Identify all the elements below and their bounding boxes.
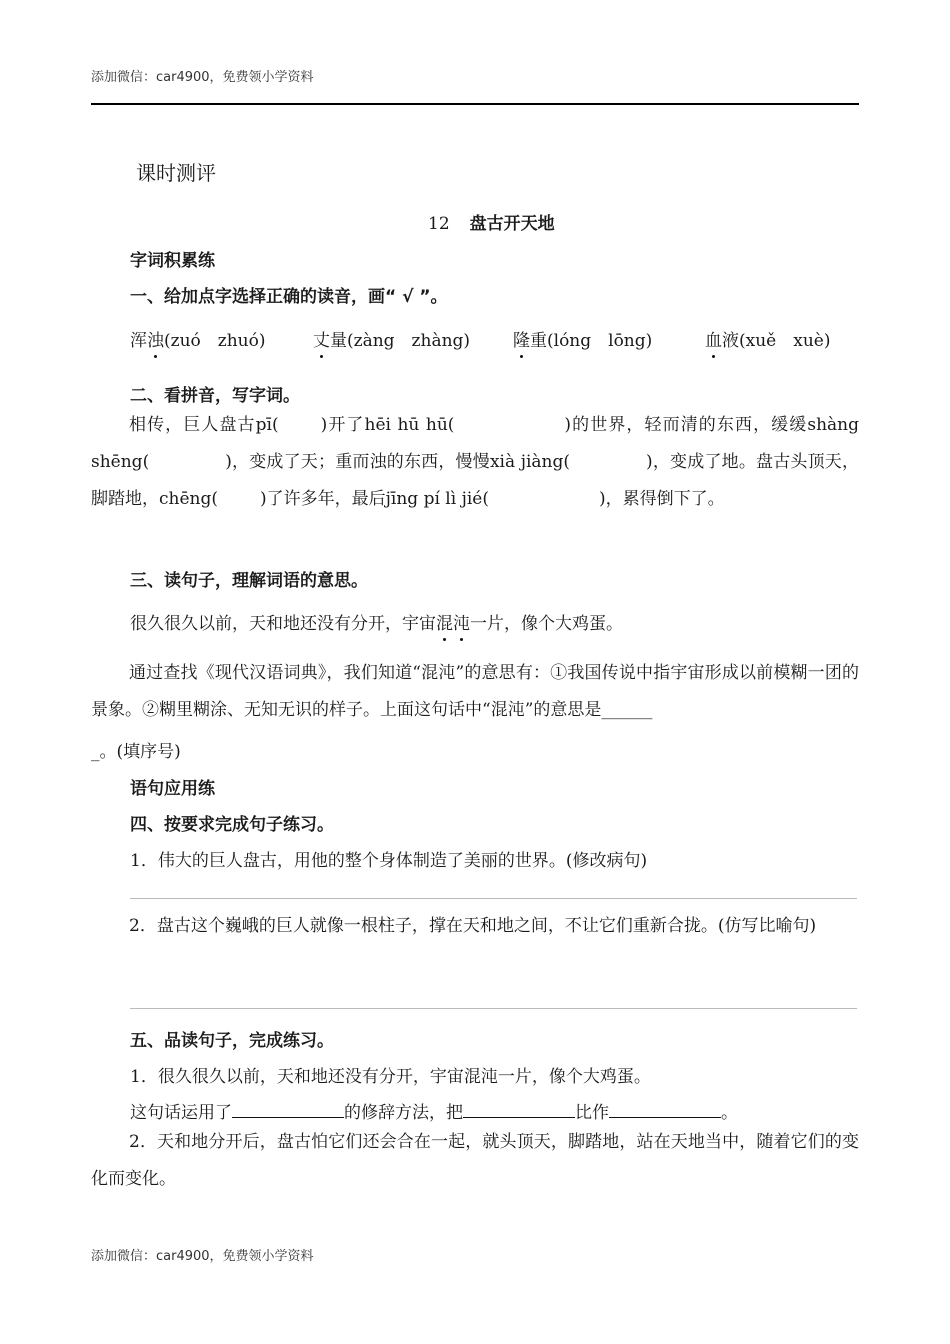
q5-heading: 五、品读句子，完成练习。 (130, 1031, 334, 1051)
lesson-title (428, 209, 555, 234)
q3-text: 一片，像个大鸡蛋。 (470, 614, 623, 634)
q4-item-1: 1．伟大的巨人盘古，用他的整个身体制造了美丽的世界。(修改病句) (130, 851, 648, 871)
q4-heading: 四、按要求完成句子练习。 (130, 815, 334, 835)
q2-heading: 二、看拼音，写字词。 (130, 386, 300, 406)
header-divider (91, 103, 859, 105)
pinyin: hēi hū hū( (364, 415, 455, 435)
answer-blank[interactable] (232, 1100, 344, 1118)
lesson-name: 盘古开天地 (469, 214, 555, 234)
q2-text: )了许多年，最后 (260, 489, 386, 509)
part1-heading: 字词积累练 (130, 251, 215, 271)
dotted-char: 血 (705, 326, 722, 351)
answer-blank[interactable] (609, 1100, 721, 1118)
q5-fill-line (130, 1098, 738, 1123)
page-title: 课时测评 (136, 161, 216, 185)
pinyin-options[interactable]: (zàng zhàng) (347, 331, 471, 351)
pinyin: pī( (255, 415, 279, 435)
q1-item (313, 326, 470, 351)
q4-item-2-text: 2．盘古这个巍峨的巨人就像一根柱子，撑在天和地之间，不让它们重新合拢。(仿写比喻句) (129, 916, 817, 936)
answer-blank[interactable] (463, 1100, 575, 1118)
q5-item-2-text: 2．天和地分开后，盘古怕它们还会合在一起，就头顶天，脚踏地，站在天地当中，随着它们的变化而变化。 (91, 1132, 859, 1189)
lesson-number: 12 (428, 214, 450, 234)
q1-heading: 一、给加点字选择正确的读音，画“ √ ”。 (130, 287, 448, 307)
q2-text: )，变成了天；重而浊的东西，慢慢 (225, 452, 490, 472)
pinyin: chēng( (159, 489, 218, 509)
q5-item-2 (91, 1124, 859, 1198)
part2-heading: 语句应用练 (130, 779, 215, 799)
dotted-char: 隆 (513, 326, 530, 351)
q5-item-1: 1．很久很久以前，天和地还没有分开，宇宙混沌一片，像个大鸡蛋。 (130, 1067, 651, 1087)
pinyin: jīng pí lì jié( (385, 489, 489, 509)
q3-text: 很久很久以前，天和地还没有分开，宇宙 (130, 614, 436, 634)
q3-explanation (91, 655, 859, 729)
pinyin-options[interactable]: (zuó zhuó) (164, 331, 266, 351)
q4-item-2 (91, 908, 859, 945)
q1-item-text: 液 (722, 331, 739, 351)
q3-heading: 三、读句子，理解词语的意思。 (130, 571, 368, 591)
pinyin-options[interactable]: (xuě xuè) (739, 331, 831, 351)
dotted-char: 丈 (313, 326, 330, 351)
pinyin: shàng shēng( (91, 415, 859, 472)
dotted-char: 浊 (147, 326, 164, 351)
pinyin: xià jiàng( (489, 452, 571, 472)
q1-item-text: 浑 (130, 331, 147, 351)
q1-item-text: 量 (330, 331, 347, 351)
q3-explanation-tail[interactable]: _。(填序号) (91, 742, 181, 762)
q2-text: )，变成了地。盘古头顶天，脚踏地， (91, 452, 859, 509)
footer-note: 添加微信：car4900，免费领小学资料 (91, 1249, 314, 1264)
dotted-char: 混 (436, 609, 453, 634)
q1-item-text: 重 (530, 331, 547, 351)
q5-fill-text: 这句话运用了 (130, 1103, 232, 1123)
answer-line[interactable] (130, 898, 857, 899)
pinyin-options[interactable]: (lóng lōng) (547, 331, 653, 351)
q3-sentence (130, 609, 623, 634)
q2-paragraph (91, 407, 859, 518)
dotted-char: 沌 (453, 609, 470, 634)
q1-item (130, 326, 266, 351)
q2-text: )，累得倒下了。 (599, 489, 725, 509)
q3-explain-text: 通过查找《现代汉语词典》，我们知道“混沌”的意思有：①我国传说中指宇宙形成以前模糊一团的景象。②糊里糊涂、无知无识的样子。上面这句话中“混沌”的意思是______ (91, 663, 859, 720)
q1-item (705, 326, 830, 351)
q2-text: )的世界，轻而清的东西，缓缓 (564, 415, 808, 435)
q1-item (513, 326, 652, 351)
header-note: 添加微信：car4900，免费领小学资料 (91, 70, 314, 85)
q5-fill-text: 的修辞方法，把 (344, 1103, 463, 1123)
q5-fill-text: 比作 (575, 1103, 609, 1123)
answer-line[interactable] (130, 1008, 857, 1009)
q2-text: 相传，巨人盘古 (129, 415, 256, 435)
q5-fill-text: 。 (721, 1103, 738, 1123)
q2-text: )开了 (320, 415, 365, 435)
